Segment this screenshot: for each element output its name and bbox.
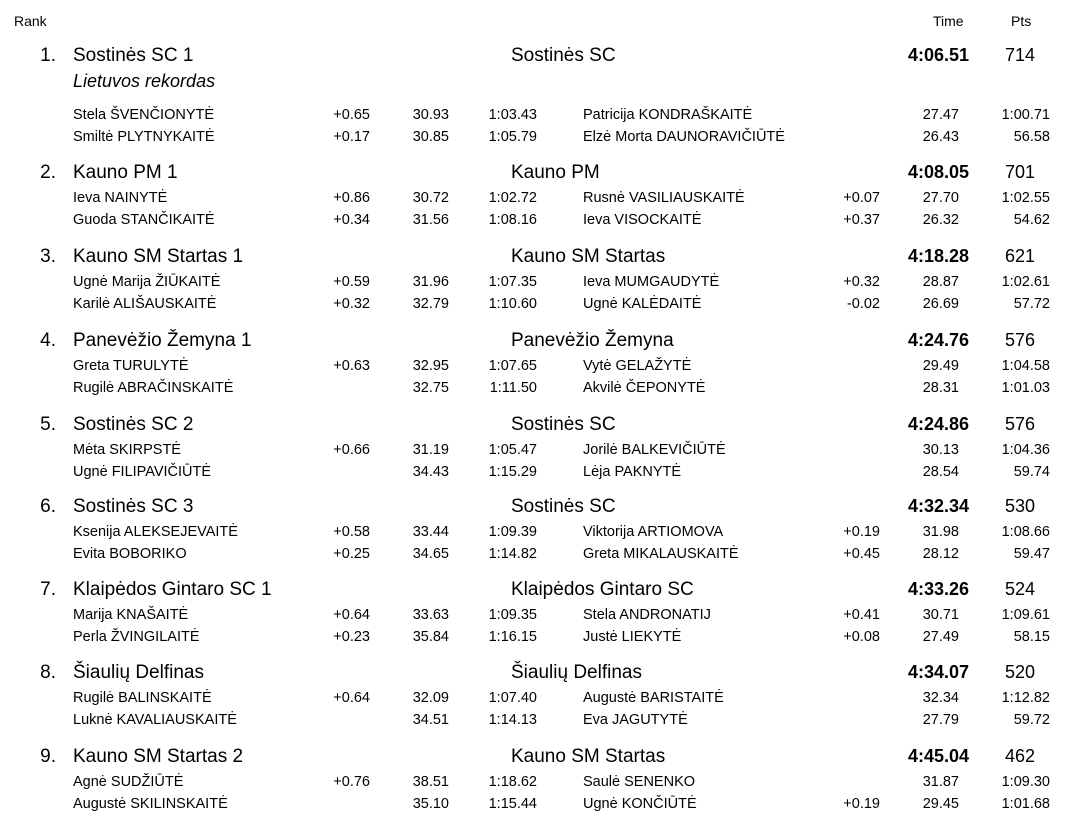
swimmer-name: Greta TURULYTĖ: [73, 358, 189, 374]
swimmer-name: Ugnė Marija ŽIŪKAITĖ: [73, 274, 221, 290]
reaction-time: +0.64: [333, 607, 370, 623]
split-time: 31.96: [412, 274, 449, 290]
swimmer-name: Elzė Morta DAUNORAVIČIŪTĖ: [583, 129, 785, 145]
club-name: Kauno SM Startas: [511, 746, 666, 767]
team-rank: 6.: [40, 496, 56, 517]
swimmer-name: Rusnė VASILIAUSKAITĖ: [583, 190, 745, 206]
swimmer-row: [0, 629, 1086, 649]
leg-time: 57.72: [1013, 296, 1050, 312]
swimmer-name: Agnė SUDŽIŪTĖ: [73, 774, 184, 790]
swimmer-name: Smiltė PLYTNYKAITĖ: [73, 129, 215, 145]
swimmer-row: [0, 607, 1086, 627]
reaction-time: +0.07: [843, 190, 880, 206]
club-name: Šiaulių Delfinas: [511, 662, 642, 683]
reaction-time: +0.45: [843, 546, 880, 562]
team-points: 714: [1004, 45, 1035, 65]
reaction-time: +0.23: [333, 629, 370, 645]
team-time: 4:45.04: [907, 746, 969, 766]
swimmer-row: [0, 546, 1086, 566]
leg-time: 56.58: [1013, 129, 1050, 145]
reaction-time: +0.64: [333, 690, 370, 706]
team-name: Kauno SM Startas 2: [73, 746, 244, 767]
club-name: Sostinės SC: [511, 496, 616, 517]
leg-time: 1:09.61: [1001, 607, 1050, 623]
team-points: 530: [1004, 496, 1035, 516]
swimmer-row: [0, 129, 1086, 149]
leg-time: 1:12.82: [1001, 690, 1050, 706]
split-time: 33.63: [412, 607, 449, 623]
split-time: 32.34: [922, 690, 959, 706]
split-time: 32.75: [412, 380, 449, 396]
split-time: 31.98: [922, 524, 959, 540]
split-time: 33.44: [412, 524, 449, 540]
swimmer-name: Viktorija ARTIOMOVA: [583, 524, 724, 540]
swimmer-name: Augustė BARISTAITĖ: [583, 690, 724, 706]
swimmer-name: Justė LIEKYTĖ: [583, 629, 682, 645]
team-points: 701: [1004, 162, 1035, 182]
split-time: 30.13: [922, 442, 959, 458]
swimmer-name: Ugnė KALĖDAITĖ: [583, 296, 702, 312]
swimmer-name: Luknė KAVALIAUSKAITĖ: [73, 712, 237, 728]
swimmer-name: Ugnė FILIPAVIČIŪTĖ: [73, 464, 212, 480]
reaction-time: +0.19: [843, 524, 880, 540]
reaction-time: +0.32: [333, 296, 370, 312]
split-time: 32.79: [412, 296, 449, 312]
split-time: 29.45: [922, 796, 959, 812]
swimmer-name: Guoda STANČIKAITĖ: [73, 212, 215, 228]
team-name: Sostinės SC 3: [73, 496, 194, 517]
swimmer-row: [0, 190, 1086, 210]
club-name: Kauno PM: [511, 162, 600, 183]
reaction-time: +0.76: [333, 774, 370, 790]
reaction-time: +0.19: [843, 796, 880, 812]
reaction-time: +0.65: [333, 107, 370, 123]
reaction-time: +0.17: [333, 129, 370, 145]
leg-time: 1:10.60: [488, 296, 537, 312]
swimmer-row: [0, 690, 1086, 710]
team-time: 4:24.86: [907, 414, 969, 434]
reaction-time: -0.02: [846, 296, 880, 312]
split-time: 27.47: [922, 107, 959, 123]
swimmer-row: [0, 107, 1086, 127]
swimmer-row: [0, 524, 1086, 544]
reaction-time: +0.34: [333, 212, 370, 228]
swimmer-name: Eva JAGUTYTĖ: [583, 712, 688, 728]
split-time: 32.95: [412, 358, 449, 374]
leg-time: 1:04.58: [1001, 358, 1050, 374]
team-rank: 5.: [40, 414, 56, 435]
leg-time: 1:11.50: [489, 380, 537, 396]
split-time: 31.56: [412, 212, 449, 228]
swimmer-name: Saulė SENENKO: [583, 774, 696, 790]
team-name: Šiaulių Delfinas: [73, 662, 204, 683]
split-time: 27.49: [922, 629, 959, 645]
leg-time: 54.62: [1013, 212, 1050, 228]
swimmer-name: Ksenija ALEKSEJEVAITĖ: [73, 524, 238, 540]
reaction-time: +0.41: [843, 607, 880, 623]
reaction-time: +0.63: [333, 358, 370, 374]
leg-time: 1:01.03: [1001, 380, 1050, 396]
time-column-header: Time: [933, 13, 964, 29]
reaction-time: +0.59: [333, 274, 370, 290]
split-time: 35.10: [412, 796, 449, 812]
split-time: 34.51: [412, 712, 449, 728]
club-name: Klaipėdos Gintaro SC: [511, 579, 694, 600]
team-rank: 4.: [40, 330, 56, 351]
club-name: Kauno SM Startas: [511, 246, 666, 267]
leg-time: 59.74: [1013, 464, 1050, 480]
team-rank: 2.: [40, 162, 56, 183]
leg-time: 1:07.35: [488, 274, 537, 290]
swimmer-name: Stela ANDRONATIJ: [583, 607, 711, 623]
split-time: 26.32: [922, 212, 959, 228]
leg-time: 1:02.61: [1001, 274, 1050, 290]
swimmer-name: Karilė ALIŠAUSKAITĖ: [73, 296, 217, 312]
team-points: 576: [1004, 414, 1035, 434]
swimmer-row: [0, 296, 1086, 316]
split-time: 26.69: [922, 296, 959, 312]
swimmer-name: Mėta SKIRPSTĖ: [73, 442, 181, 458]
leg-time: 59.47: [1013, 546, 1050, 562]
team-name: Panevėžio Žemyna 1: [73, 330, 252, 351]
swimmer-row: [0, 712, 1086, 732]
leg-time: 1:18.62: [488, 774, 537, 790]
swimmer-name: Greta MIKALAUSKAITĖ: [583, 546, 739, 562]
team-rank: 1.: [40, 45, 56, 66]
leg-time: 1:09.35: [488, 607, 537, 623]
swimmer-name: Evita BOBORIKO: [73, 546, 187, 562]
team-name: Kauno SM Startas 1: [73, 246, 244, 267]
team-points: 462: [1004, 746, 1035, 766]
leg-time: 1:04.36: [1001, 442, 1050, 458]
swimmer-name: Akvilė ČEPONYTĖ: [583, 380, 706, 396]
reaction-time: +0.58: [333, 524, 370, 540]
split-time: 28.12: [922, 546, 959, 562]
reaction-time: +0.66: [333, 442, 370, 458]
record-note: Lietuvos rekordas: [73, 71, 216, 91]
leg-time: 1:08.66: [1001, 524, 1050, 540]
swimmer-row: [0, 464, 1086, 484]
swimmer-name: Jorilė BALKEVIČIŪTĖ: [583, 442, 726, 458]
leg-time: 1:05.79: [488, 129, 537, 145]
team-name: Kauno PM 1: [73, 162, 178, 183]
split-time: 34.43: [412, 464, 449, 480]
swimmer-row: [0, 380, 1086, 400]
split-time: 29.49: [922, 358, 959, 374]
leg-time: 1:07.40: [488, 690, 537, 706]
swimmer-name: Lėja PAKNYTĖ: [583, 464, 682, 480]
leg-time: 1:01.68: [1001, 796, 1050, 812]
team-name: Sostinės SC 2: [73, 414, 194, 435]
split-time: 28.31: [922, 380, 959, 396]
split-time: 28.87: [922, 274, 959, 290]
leg-time: 1:09.39: [488, 524, 537, 540]
split-time: 31.19: [412, 442, 449, 458]
swimmer-name: Ieva VISOCKAITĖ: [583, 212, 702, 228]
leg-time: 1:02.55: [1001, 190, 1050, 206]
team-time: 4:08.05: [907, 162, 969, 182]
split-time: 30.72: [412, 190, 449, 206]
team-points: 621: [1004, 246, 1035, 266]
team-name: Sostinės SC 1: [73, 45, 194, 66]
swimmer-name: Patricija KONDRAŠKAITĖ: [583, 107, 753, 123]
split-time: 27.79: [922, 712, 959, 728]
team-rank: 9.: [40, 746, 56, 767]
split-time: 26.43: [922, 129, 959, 145]
team-time: 4:24.76: [907, 330, 969, 350]
club-name: Sostinės SC: [511, 45, 616, 66]
swimmer-name: Rugilė BALINSKAITĖ: [73, 690, 212, 706]
leg-time: 58.15: [1013, 629, 1050, 645]
swimmer-name: Ieva MUMGAUDYTĖ: [583, 274, 720, 290]
split-time: 38.51: [412, 774, 449, 790]
swimmer-name: Perla ŽVINGILAITĖ: [73, 629, 200, 645]
split-time: 35.84: [412, 629, 449, 645]
team-time: 4:34.07: [907, 662, 969, 682]
reaction-time: +0.86: [333, 190, 370, 206]
split-time: 28.54: [922, 464, 959, 480]
leg-time: 1:02.72: [488, 190, 537, 206]
leg-time: 59.72: [1013, 712, 1050, 728]
leg-time: 1:03.43: [488, 107, 537, 123]
reaction-time: +0.32: [843, 274, 880, 290]
team-rank: 7.: [40, 579, 56, 600]
split-time: 30.93: [412, 107, 449, 123]
swimmer-name: Marija KNAŠAITĖ: [73, 607, 189, 623]
swimmer-name: Ugnė KONČIŪTĖ: [583, 796, 697, 812]
rank-column-header: Rank: [14, 13, 47, 29]
reaction-time: +0.08: [843, 629, 880, 645]
team-rank: 8.: [40, 662, 56, 683]
leg-time: 1:14.13: [488, 712, 537, 728]
leg-time: 1:15.44: [488, 796, 537, 812]
split-time: 30.71: [922, 607, 959, 623]
swimmer-name: Rugilė ABRAČINSKAITĖ: [73, 380, 234, 396]
team-points: 524: [1004, 579, 1035, 599]
team-name: Klaipėdos Gintaro SC 1: [73, 579, 272, 600]
swimmer-name: Augustė SKILINSKAITĖ: [73, 796, 228, 812]
swimmer-row: [0, 212, 1086, 232]
split-time: 30.85: [412, 129, 449, 145]
team-time: 4:18.28: [907, 246, 969, 266]
swimmer-row: [0, 358, 1086, 378]
team-time: 4:32.34: [907, 496, 969, 516]
leg-time: 1:09.30: [1001, 774, 1050, 790]
reaction-time: +0.25: [333, 546, 370, 562]
club-name: Panevėžio Žemyna: [511, 330, 674, 351]
split-time: 27.70: [922, 190, 959, 206]
leg-time: 1:05.47: [488, 442, 537, 458]
swimmer-name: Ieva NAINYTĖ: [73, 190, 168, 206]
swimmer-name: Vytė GELAŽYTĖ: [583, 358, 692, 374]
reaction-time: +0.37: [843, 212, 880, 228]
swimmer-row: [0, 774, 1086, 794]
leg-time: 1:07.65: [488, 358, 537, 374]
split-time: 34.65: [412, 546, 449, 562]
leg-time: 1:00.71: [1001, 107, 1050, 123]
leg-time: 1:08.16: [488, 212, 537, 228]
team-points: 576: [1004, 330, 1035, 350]
leg-time: 1:15.29: [488, 464, 537, 480]
split-time: 32.09: [412, 690, 449, 706]
split-time: 31.87: [922, 774, 959, 790]
team-rank: 3.: [40, 246, 56, 267]
points-column-header: Pts: [1011, 13, 1032, 29]
swimmer-row: [0, 442, 1086, 462]
swimmer-name: Stela ŠVENČIONYTĖ: [73, 107, 215, 123]
swimmer-row: [0, 796, 1086, 816]
leg-time: 1:14.82: [488, 546, 537, 562]
team-time: 4:33.26: [907, 579, 969, 599]
swimmer-row: [0, 274, 1086, 294]
leg-time: 1:16.15: [488, 629, 537, 645]
club-name: Sostinės SC: [511, 414, 616, 435]
team-time: 4:06.51: [907, 45, 969, 65]
team-points: 520: [1004, 662, 1035, 682]
